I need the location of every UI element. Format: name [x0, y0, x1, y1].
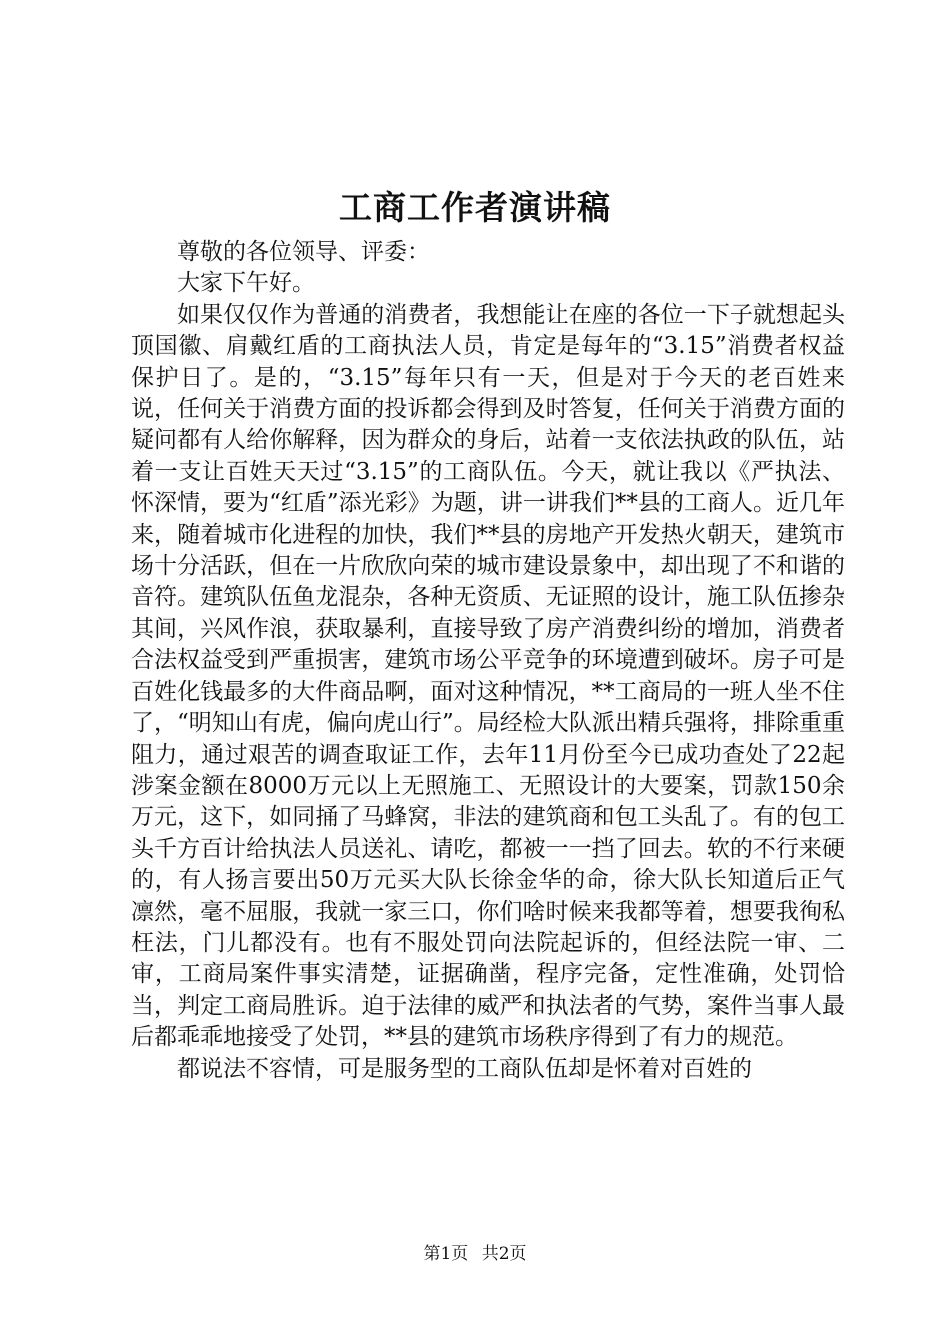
- document-body: [131, 237, 845, 1085]
- body-paragraph: 如果仅仅作为普通的消费者，我想能让在座的各位一下子就想起头顶国徽、肩戴红盾的工商执法人员，肯定是每年的“3.15”消费者权益保护日了。是的，“3.15”每年只有一天，但是对于今天的老百姓来说，任何关于消费方面的投诉都会得到及时答复，任何关于消费方面的疑问都有人给你解释，因为群众的身后，站着一支依法执政的队伍，站着一支让百姓天天过“3.15”的工商队伍。今天，就让我以《严执法、怀深情，要为“红盾”添光彩》为题，讲一讲我们**县的工商人。近几年来，随着城市化进程的加快，我们**县的房地产开发热火朝天，建筑市场十分活跃，但在一片欣欣向荣的城市建设景象中，却出现了不和谐的音符。建筑队伍鱼龙混杂，各种无资质、无证照的设计，施工队伍掺杂其间，兴风作浪，获取暴利，直接导致了房产消费纠纷的增加，消费者合法权益受到严重损害，建筑市场公平竞争的环境遭到破坏。房子可是百姓化钱最多的大件商品啊，面对这种情况，**工商局的一班人坐不住了，“明知山有虎，偏向虎山行”。局经检大队派出精兵强将，排除重重阻力，通过艰苦的调查取证工作，去年11月份至今已成功查处了22起涉案金额在8000万元以上无照施工、无照设计的大要案，罚款150余万元，这下，如同捅了马蜂窝，非法的建筑商和包工头乱了。有的包工头千方百计给执法人员送礼、请吃，都被一一挡了回去。软的不行来硬的，有人扬言要出50万元买大队长徐金华的命，徐大队长知道后正气凛然，毫不屈服，我就一家三口，你们啥时候来我都等着，想要我徇私枉法，门儿都没有。也有不服处罚向法院起诉的，但经法院一审、二审，工商局案件事实清楚，证据确凿，程序完备，定性准确，处罚恰当，判定工商局胜诉。迫于法律的威严和执法者的气势，案件当事人最后都乖乖地接受了处罚，**县的建筑市场秩序得到了有力的规范。: [131, 301, 845, 1051]
- body-paragraph: 都说法不容情，可是服务型的工商队伍却是怀着对百姓的: [177, 1055, 752, 1082]
- greeting-line: 尊敬的各位领导、评委：: [177, 239, 430, 265]
- greeting-line: 大家下午好。: [177, 270, 315, 297]
- page-number: 第1页: [423, 1244, 469, 1264]
- page-footer: [0, 1242, 950, 1266]
- document-title: 工商工作者演讲稿: [339, 188, 611, 227]
- page-total: 共2页: [481, 1244, 527, 1264]
